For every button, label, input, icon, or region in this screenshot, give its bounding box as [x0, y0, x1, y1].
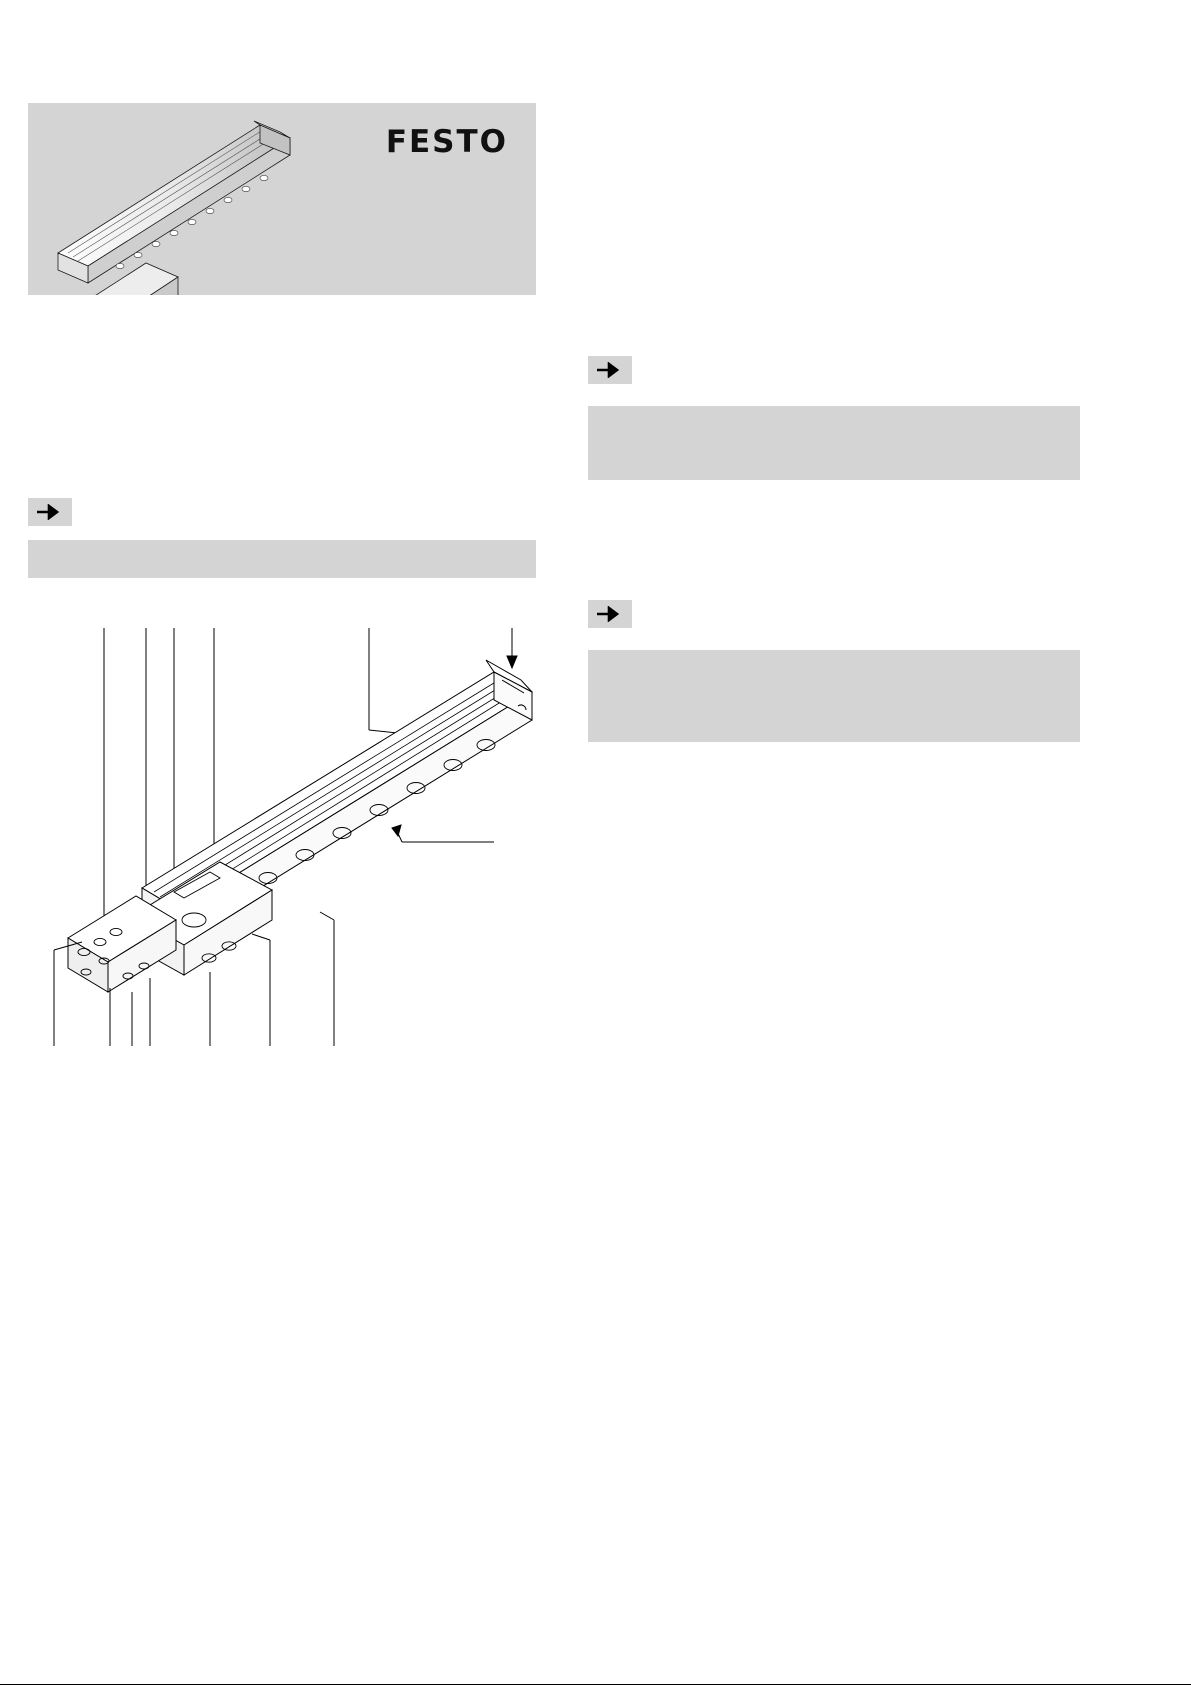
left-note-arrow-marker	[28, 498, 72, 526]
right-arrow-icon	[37, 504, 63, 520]
left-note-bar	[28, 540, 536, 578]
product-photo-box	[28, 103, 536, 295]
linear-drive-line-drawing	[24, 620, 544, 1060]
right-arrow-icon	[597, 362, 623, 378]
right-note-two-arrow-marker	[588, 600, 632, 628]
right-note-one-bar	[588, 406, 1080, 480]
right-arrow-icon	[597, 606, 623, 622]
right-note-two-bar	[588, 650, 1080, 742]
technical-drawing	[24, 620, 544, 1060]
right-note-one-arrow-marker	[588, 356, 632, 384]
festo-logo: FESTO	[385, 124, 508, 160]
